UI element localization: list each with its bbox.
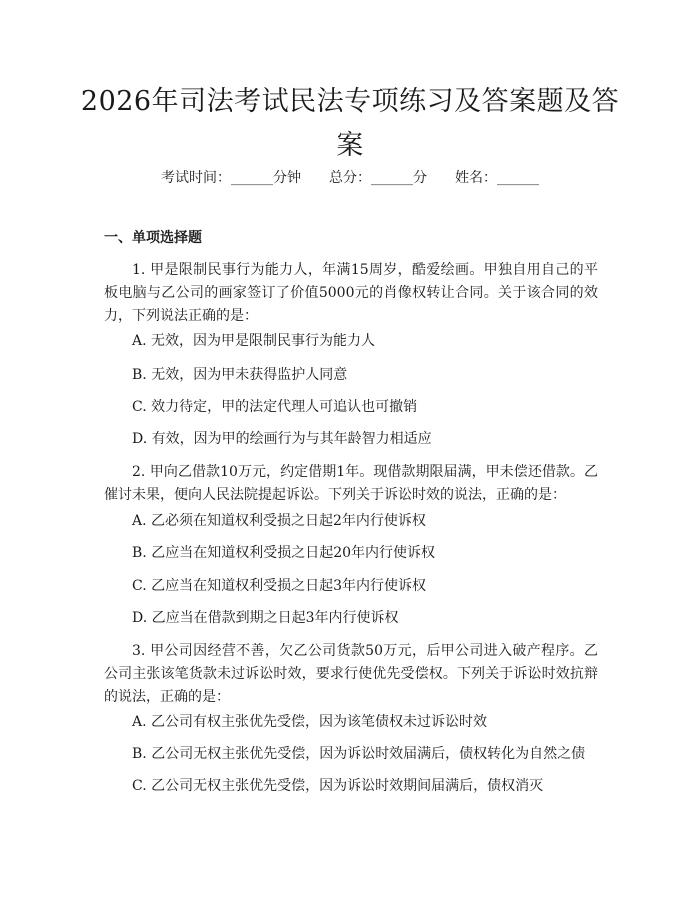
question-option: C. 乙应当在知道权利受损之日起3年内行使诉权	[132, 578, 427, 594]
question-stem: 1. 甲是限制民事行为能力人，年满15周岁，酷爱绘画。甲独自用自己的平板电脑与乙公司的画家签订了价值5000元的肖像权转让合同。关于该合同的效力，下列说法正确的是：	[104, 262, 598, 324]
document-title: 2026年司法考试民法专项练习及答案题及答案	[80, 86, 620, 161]
exam-time-field: 考试时间：______分钟	[161, 170, 301, 186]
question-option: A. 乙必须在知道权利受损之日起2年内行使诉权	[132, 513, 426, 529]
question-option: B. 无效，因为甲未获得监护人同意	[132, 367, 348, 383]
question-option: C. 效力待定，甲的法定代理人可追认也可撤销	[132, 399, 418, 415]
name-field: 姓名：______	[455, 170, 539, 186]
question-option: B. 乙应当在知道权利受损之日起20年内行使诉权	[132, 545, 436, 561]
question-option: D. 乙应当在借款到期之日起3年内行使诉权	[132, 610, 399, 626]
question-option: A. 乙公司有权主张优先受偿，因为该笔债权未过诉讼时效	[132, 714, 488, 730]
question-stem: 2. 甲向乙借款10万元，约定借期1年。现借款期限届满，甲未偿还借款。乙催讨未果，便向人民法院提起诉讼。下列关于诉讼时效的说法，正确的是：	[104, 464, 598, 503]
question-option: B. 乙公司无权主张优先受偿，因为诉讼时效届满后，债权转化为自然之债	[132, 746, 586, 762]
question-option: A. 无效，因为甲是限制民事行为能力人	[132, 333, 376, 349]
question-option: D. 有效，因为甲的绘画行为与其年龄智力相适应	[132, 431, 432, 447]
exam-info-line	[0, 167, 700, 189]
total-score-field: 总分：______分	[329, 170, 427, 186]
section-heading: 一、单项选择题	[104, 230, 202, 246]
question-stem: 3. 甲公司因经营不善，欠乙公司货款50万元，后甲公司进入破产程序。乙公司主张该笔货款未过诉讼时效，要求行使优先受偿权。下列关于诉讼时效抗辩的说法，正确的是：	[104, 643, 598, 705]
question-option: C. 乙公司无权主张优先受偿，因为诉讼时效期间届满后，债权消灭	[132, 778, 544, 794]
